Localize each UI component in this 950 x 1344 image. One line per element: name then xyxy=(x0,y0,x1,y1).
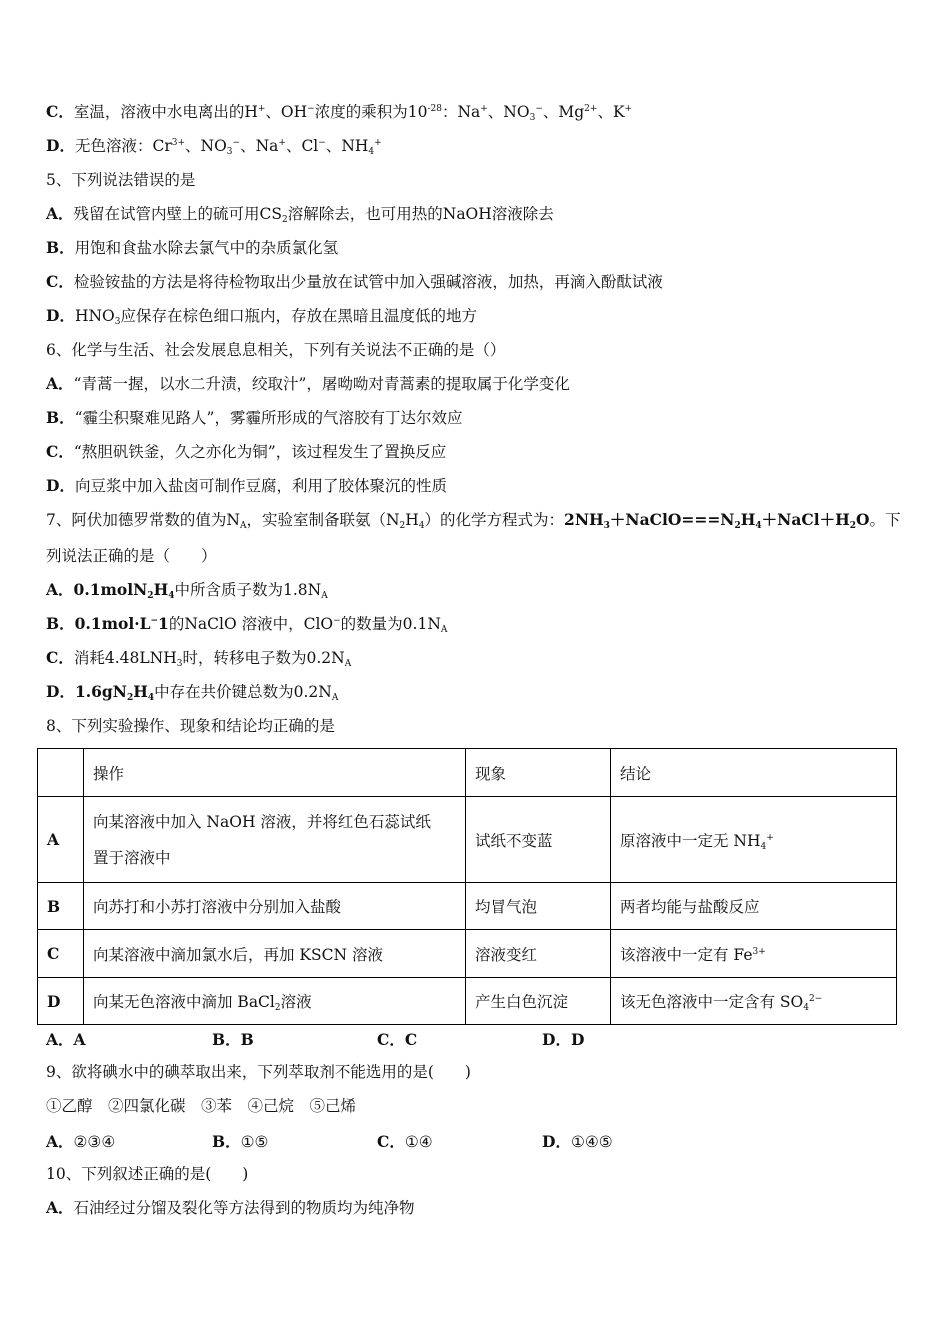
option-8c: C．C xyxy=(377,1030,418,1049)
row-phenomenon: 试纸不变蓝 xyxy=(466,797,611,883)
row-key: B xyxy=(38,883,84,930)
row-operation: 向苏打和小苏打溶液中分别加入盐酸 xyxy=(84,883,466,930)
option-5c: C．检验铵盐的方法是将待检物取出少量放在试管中加入强碱溶液，加热，再滴入酚酞试液 xyxy=(46,272,663,291)
question-8: 8、下列实验操作、现象和结论均正确的是 xyxy=(46,717,335,735)
row-key: D xyxy=(38,978,84,1025)
option-5a: A．残留在试管内壁上的硫可用$CS_2$溶解除去，也可用热的NaOH溶液除去 xyxy=(46,204,554,225)
option-4d: D．无色溶液：$Cr^{3+}$、$NO_3^-$、Na+、Cl−、$NH_4^+$ xyxy=(46,136,382,157)
option-8a: A．A xyxy=(46,1030,86,1049)
option-5b: B．用饱和食盐水除去氯气中的杂质氯化氢 xyxy=(46,238,339,257)
row-phenomenon: 溶液变红 xyxy=(466,930,611,978)
option-9c: C．①④ xyxy=(377,1132,433,1151)
question-7-cont: 列说法正确的是（ ） xyxy=(46,547,217,565)
option-6a: A．“青蒿一握，以水二升渍，绞取汁”，屠呦呦对青蒿素的提取属于化学变化 xyxy=(46,374,570,393)
table-row xyxy=(38,797,897,883)
option-9b: B．①⑤ xyxy=(212,1132,269,1151)
table-row xyxy=(38,930,897,978)
experiment-table xyxy=(37,748,897,1025)
row-key: A xyxy=(38,797,84,883)
table-row xyxy=(38,978,897,1025)
question-5: 5、下列说法错误的是 xyxy=(46,171,196,189)
table-header-row xyxy=(38,749,897,797)
option-6d: D．向豆浆中加入盐卤可制作豆腐，利用了胶体聚沉的性质 xyxy=(46,476,447,495)
option-4c: C．室温，溶液中水电离出的H+、OH−浓度的乘积为$10^{-28}$：Na+、$NO_3^-$、$Mg^{2+}$、K+ xyxy=(46,102,633,123)
table-header-conclusion: 结论 xyxy=(611,749,897,797)
row-conclusion: 该溶液中一定有 $Fe^{3+}$ xyxy=(611,930,897,978)
row-phenomenon: 均冒气泡 xyxy=(466,883,611,930)
row-conclusion: 原溶液中一定无 $NH_4^+$ xyxy=(611,797,897,883)
option-8d: D．D xyxy=(542,1030,585,1049)
row-key: C xyxy=(38,930,84,978)
option-10a: A．石油经过分馏及裂化等方法得到的物质均为纯净物 xyxy=(46,1198,415,1217)
option-7a: A．$0.1molN_2H_4$中所含质子数为$1.8N_A$ xyxy=(46,580,328,601)
option-7b: B．0.1mol·L−1的NaClO 溶液中，ClO−的数量为$0.1N_A$ xyxy=(46,614,448,635)
option-5d: D．$HNO_3$应保存在棕色细口瓶内，存放在黑暗且温度低的地方 xyxy=(46,306,477,327)
question-7: 7、阿伏加德罗常数的值为$N_A$，实验室制备联氨$(N_2H_4)$的化学方程式为：$2NH_3+NaClO===N_2H_4+NaCl+H_2O$。下 xyxy=(46,510,901,531)
option-6b: B．“霾尘积聚难见路人”，雾霾所形成的气溶胶有丁达尔效应 xyxy=(46,408,463,427)
option-7d: D．$1.6gN_2H_4$中存在共价键总数为$0.2N_A$ xyxy=(46,682,339,703)
table-header-blank xyxy=(38,749,84,797)
table-row xyxy=(38,883,897,930)
table-header-phenomenon: 现象 xyxy=(466,749,611,797)
row-operation: 向某溶液中加入 NaOH 溶液，并将红色石蕊试纸 置于溶液中 xyxy=(84,797,466,883)
question-9-list: ①乙醇 ②四氯化碳 ③苯 ④己烷 ⑤己烯 xyxy=(46,1097,357,1115)
option-6c: C．“熬胆矾铁釜，久之亦化为铜”，该过程发生了置换反应 xyxy=(46,442,447,461)
row-operation: 向某溶液中滴加氯水后，再加 KSCN 溶液 xyxy=(84,930,466,978)
option-9d: D．①④⑤ xyxy=(542,1132,613,1151)
question-9: 9、欲将碘水中的碘萃取出来，下列萃取剂不能选用的是( ) xyxy=(46,1063,471,1081)
option-7c: C．消耗$4.48LNH_3$时，转移电子数为$0.2N_A$ xyxy=(46,648,352,669)
row-conclusion: 两者均能与盐酸反应 xyxy=(611,883,897,930)
question-10: 10、下列叙述正确的是( ) xyxy=(46,1165,249,1183)
row-phenomenon: 产生白色沉淀 xyxy=(466,978,611,1025)
question-6: 6、化学与生活、社会发展息息相关，下列有关说法不正确的是（） xyxy=(46,341,506,359)
row-conclusion: 该无色溶液中一定含有 $SO_4^{2-}$ xyxy=(611,978,897,1025)
option-9a: A．②③④ xyxy=(46,1132,116,1151)
table-header-operation: 操作 xyxy=(84,749,466,797)
option-8b: B．B xyxy=(212,1030,254,1049)
row-operation: 向某无色溶液中滴加 BaCl$_2$溶液 xyxy=(84,978,466,1025)
